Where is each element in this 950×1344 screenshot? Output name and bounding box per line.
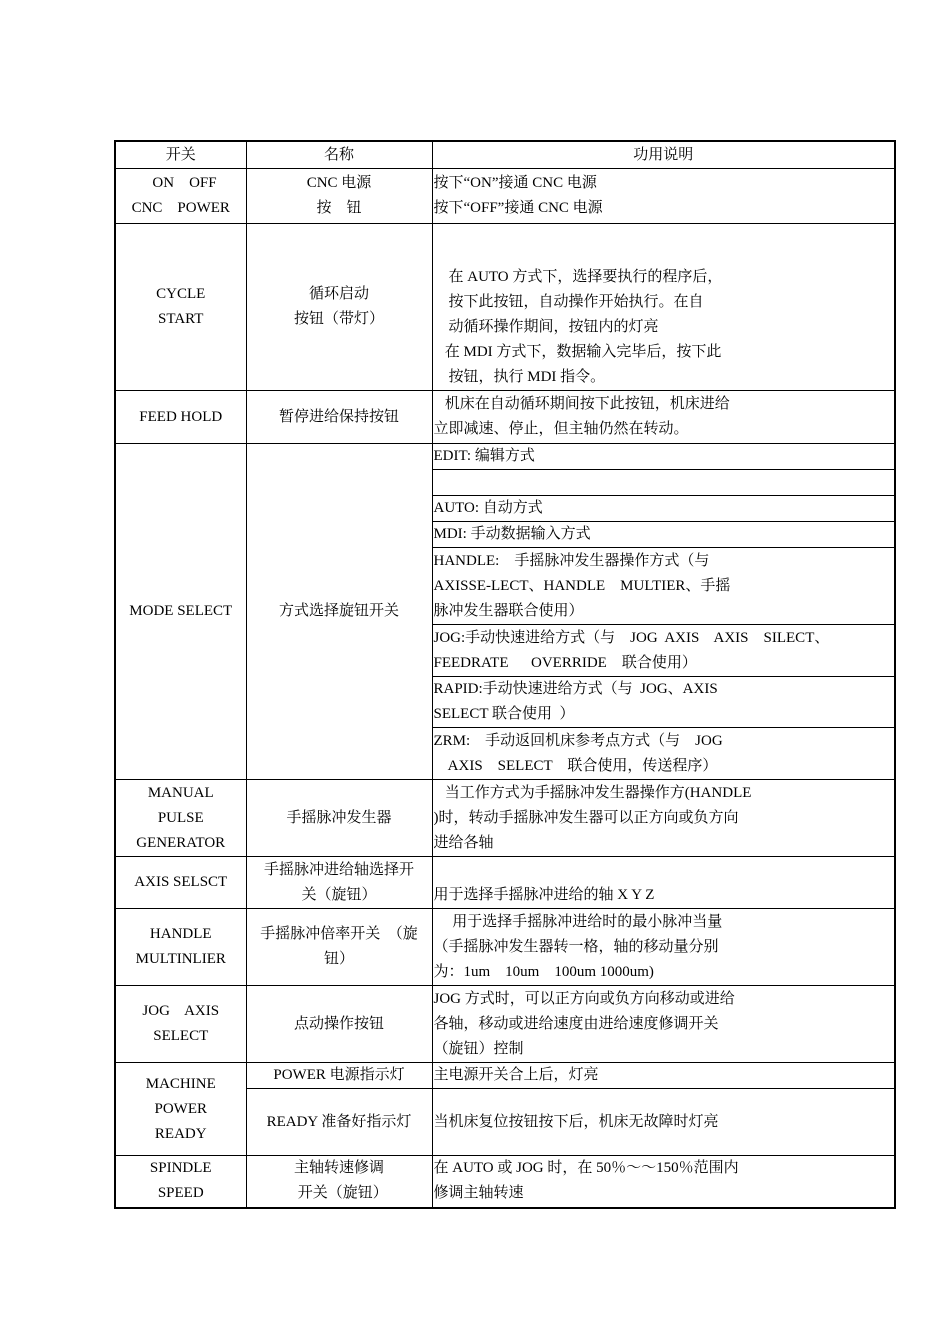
table-row-power-lamp bbox=[115, 1063, 895, 1089]
table-row-jog-axis-select bbox=[115, 986, 895, 1063]
description-cell: JOG 方式时，可以正方向或负方向移动或进给 各轴，移动或进给速度由进给速度修调开关 （旋钮）控制 bbox=[432, 986, 895, 1063]
table-row-cnc-power bbox=[115, 169, 895, 224]
name-cell: 手摇脉冲进给轴选择开 关（旋钮） bbox=[246, 857, 432, 909]
table-row-handle-multiplier bbox=[115, 909, 895, 986]
description-cell: 按下“ON”接通 CNC 电源 按下“OFF”接通 CNC 电源 bbox=[432, 169, 895, 224]
name-cell: 循环启动 按钮（带灯） bbox=[246, 224, 432, 391]
name-cell: 手摇脉冲发生器 bbox=[246, 780, 432, 857]
header-switch: 开关 bbox=[115, 141, 246, 169]
mode-auto: AUTO: 自动方式 bbox=[432, 496, 895, 522]
mode-edit: EDIT: 编辑方式 bbox=[432, 444, 895, 470]
switch-cell-mode-select: MODE SELECT bbox=[115, 444, 246, 780]
table-header-row bbox=[115, 141, 895, 169]
table-row-cycle-start bbox=[115, 224, 895, 391]
name-cell: 主轴转速修调 开关（旋钮） bbox=[246, 1156, 432, 1208]
name-cell: 手摇脉冲倍率开关 （旋 钮） bbox=[246, 909, 432, 986]
switch-cell-machine-power-ready: MACHINE POWER READY bbox=[115, 1063, 246, 1156]
mode-mdi: MDI: 手动数据输入方式 bbox=[432, 522, 895, 548]
header-function: 功用说明 bbox=[432, 141, 895, 169]
name-cell-power-lamp: POWER 电源指示灯 bbox=[246, 1063, 432, 1089]
name-cell: CNC 电源 按 钮 bbox=[246, 169, 432, 224]
description-cell: 用于选择手摇脉冲进给时的最小脉冲当量 （手摇脉冲发生器转一格，轴的移动量分别 为：1um 10um 100um 1000um) bbox=[432, 909, 895, 986]
table-row-mode-edit bbox=[115, 444, 895, 470]
mode-jog: JOG:手动快速进给方式（与 JOG AXIS AXIS SILECT、 FEEDRATE OVERRIDE 联合使用） bbox=[432, 625, 895, 677]
switch-cell: AXIS SELSCT bbox=[115, 857, 246, 909]
description-cell: 用于选择手摇脉冲进给的轴 X Y Z bbox=[432, 857, 895, 909]
mode-rapid: RAPID:手动快速进给方式（与 JOG、AXIS SELECT 联合使用 ） bbox=[432, 677, 895, 728]
switch-cell: HANDLE MULTINLIER bbox=[115, 909, 246, 986]
switch-cell: ON OFF CNC POWER bbox=[115, 169, 246, 224]
table-row-manual-pulse-generator bbox=[115, 780, 895, 857]
description-cell-ready-lamp: 当机床复位按钮按下后，机床无故障时灯亮 bbox=[432, 1089, 895, 1156]
switch-cell: SPINDLE SPEED bbox=[115, 1156, 246, 1208]
name-cell-mode-select: 方式选择旋钮开关 bbox=[246, 444, 432, 780]
description-cell-power-lamp: 主电源开关合上后，灯亮 bbox=[432, 1063, 895, 1089]
switch-cell: CYCLE START bbox=[115, 224, 246, 391]
switch-cell: JOG AXIS SELECT bbox=[115, 986, 246, 1063]
table-row-axis-select bbox=[115, 857, 895, 909]
description-cell: 当工作方式为手摇脉冲发生器操作方(HANDLE )时，转动手摇脉冲发生器可以正方向或负方向 进给各轴 bbox=[432, 780, 895, 857]
mode-handle: HANDLE: 手摇脉冲发生器操作方式（与 AXISSE-LECT、HANDLE MULTIER、手摇 脉冲发生器联合使用） bbox=[432, 548, 895, 625]
table-row-spindle-speed bbox=[115, 1156, 895, 1208]
header-name: 名称 bbox=[246, 141, 432, 169]
description-cell: 在 AUTO 方式下，选择要执行的程序后， 按下此按钮，自动操作开始执行。在自 动循环操作期间，按钮内的灯亮 在 MDI 方式下，数据输入完毕后，按下此 按钮，执行 MDI 指令。 bbox=[432, 224, 895, 391]
mode-blank bbox=[432, 470, 895, 496]
name-cell: 点动操作按钮 bbox=[246, 986, 432, 1063]
table-row-feed-hold bbox=[115, 391, 895, 444]
mode-zrm: ZRM: 手动返回机床参考点方式（与 JOG AXIS SELECT 联合使用，传送程序） bbox=[432, 728, 895, 780]
switch-cell: MANUAL PULSE GENERATOR bbox=[115, 780, 246, 857]
function-table bbox=[114, 140, 896, 1209]
description-cell: 在 AUTO 或 JOG 时，在 50％～～150％范围内 修调主轴转速 bbox=[432, 1156, 895, 1208]
switch-cell: FEED HOLD bbox=[115, 391, 246, 444]
description-cell: 机床在自动循环期间按下此按钮，机床进给 立即减速、停止，但主轴仍然在转动。 bbox=[432, 391, 895, 444]
name-cell-ready-lamp: READY 准备好指示灯 bbox=[246, 1089, 432, 1156]
name-cell: 暂停进给保持按钮 bbox=[246, 391, 432, 444]
